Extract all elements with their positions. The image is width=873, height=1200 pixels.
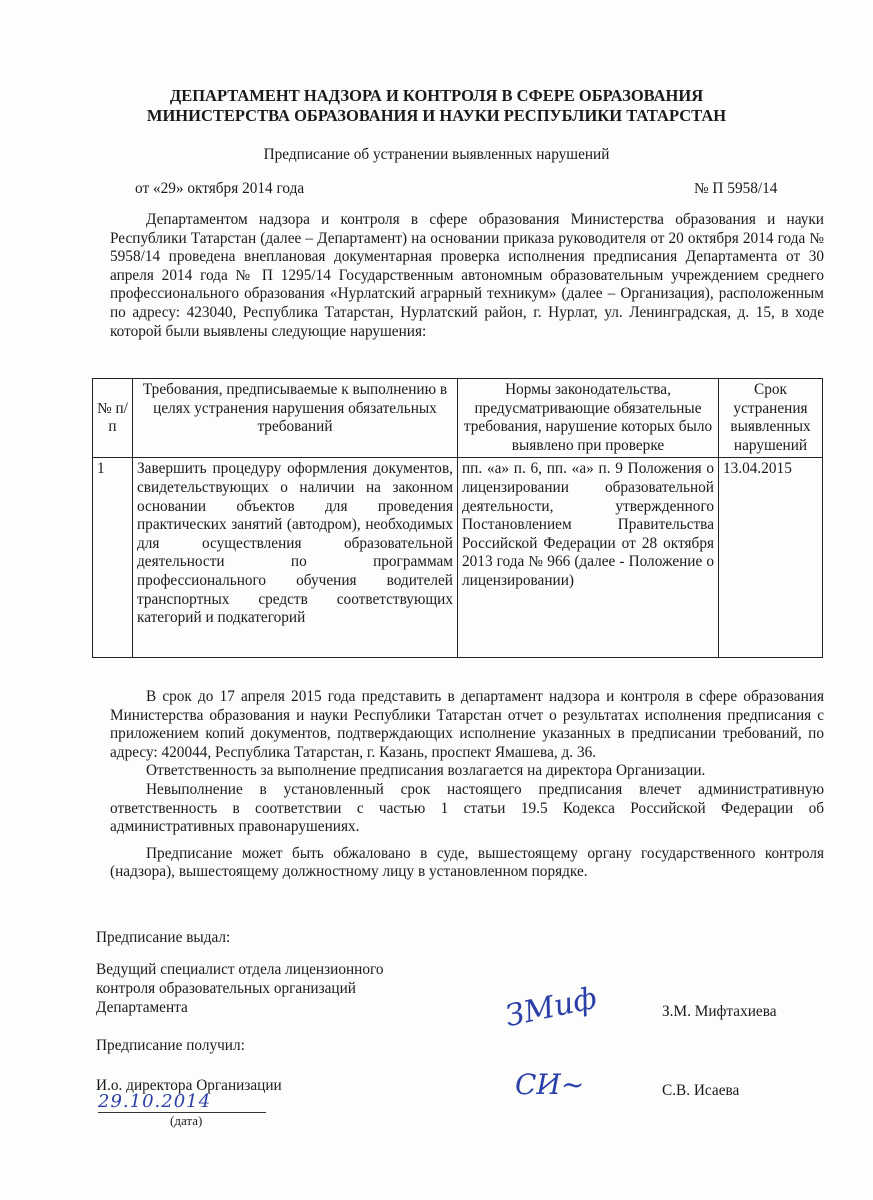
- receiver-name: С.В. Исаева: [662, 1082, 740, 1099]
- issuer-position: [96, 960, 384, 1017]
- issuer-name: З.М. Мифтахиева: [662, 1003, 777, 1020]
- receiver-signature: СИ~: [515, 1068, 585, 1101]
- header-num: № п/п: [93, 379, 133, 458]
- received-label: Предписание получил:: [96, 1037, 245, 1054]
- row-deadline: 13.04.2015: [719, 458, 823, 658]
- issuer-position-line: контроля образовательных организаций: [96, 980, 356, 997]
- issuer-signature: ЗМиф: [502, 980, 600, 1035]
- receiver-position: И.о. директора Организации: [96, 1077, 282, 1094]
- document-number: № П 5958/14: [694, 180, 778, 197]
- header-requirement: Требования, предписываемые к выполнению в целях устранения нарушения обязательных требований: [133, 379, 458, 458]
- liability-paragraph: Невыполнение в установленный срок настоящего предписания влечет административную ответственность в соответствии с частью 1 статьи 19.5 Кодекса Российской Федерации об административных правонарушениях.: [110, 780, 824, 836]
- issuer-position-line: Департамента: [96, 999, 188, 1016]
- issued-label: Предписание выдал:: [96, 929, 231, 946]
- row-num: 1: [93, 458, 133, 658]
- appeal-paragraph: Предписание может быть обжаловано в суде, вышестоящему органу государственного контроля (надзора), вышестоящему должностному лицу в установленном порядке.: [110, 844, 824, 881]
- closing-paragraphs: [110, 688, 824, 882]
- table-header-row: [93, 379, 823, 458]
- row-norms: пп. «а» п. 6, пп. «а» п. 9 Положения о лицензировании образовательной деятельности, утвержденного Постановлением Правительства Российской Федерации от 28 октября 2013 года № 966 (далее - Положение о лицензировании): [458, 458, 719, 658]
- receiver-date: 29.10.2014: [98, 1091, 266, 1113]
- intro-paragraph: Департаментом надзора и контроля в сфере образования Министерства образования и науки Республики Татарстан (далее – Департамент) на основании приказа руководителя от 20 октября 2014 года № 5958/14 проведена внеплановая документарная проверка исполнения предписания Департамента от 30 апреля 2014 года № П 1295/14 Государственным автономным образовательным учреждением среднего профессионального образования «Нурлатский аграрный техникум» (далее – Организация), расположенным по адресу: 423040, Республика Татарстан, Нурлатский район, г. Нурлат, ул. Ленинградская, д. 15, в ходе которой были выявлены следующие нарушения:: [110, 211, 824, 340]
- document-date: от «29» октября 2014 года: [135, 180, 305, 197]
- header-line-2: МИНИСТЕРСТВА ОБРАЗОВАНИЯ И НАУКИ РЕСПУБЛИКИ ТАТАРСТАН: [146, 106, 727, 125]
- row-requirement: Завершить процедуру оформления документов, свидетельствующих о наличии на законном основании объектов для проведения практических занятий (автодром), необходимых для осуществления образовательной деятельности по программам профессионального обучения водителей транспортных средств соответствующих категорий и подкатегорий: [133, 458, 458, 658]
- report-paragraph: В срок до 17 апреля 2015 года представить в департамент надзора и контроля в сфере образования Министерства образования и науки Республики Татарстан отчет о результатах исполнения предписания с приложением копий документов, подтверждающих исполнение указанных в предписании требований, по адресу: 420044, Республика Татарстан, г. Казань, проспект Ямашева, д. 36.: [110, 688, 824, 761]
- document-type: Предписание об устранении выявленных нарушений: [263, 146, 610, 163]
- date-caption: (дата): [170, 1113, 203, 1128]
- issuer-position-line: Ведущий специалист отдела лицензионного: [96, 961, 384, 978]
- header-deadline: Срок устранения выявленных нарушений: [719, 379, 823, 458]
- violations-table: [92, 378, 823, 658]
- header-norms: Нормы законодательства, предусматривающие обязательные требования, нарушение которых было выявлено при проверке: [458, 379, 719, 458]
- header-line-1: ДЕПАРТАМЕНТ НАДЗОРА И КОНТРОЛЯ В СФЕРЕ ОБРАЗОВАНИЯ: [169, 86, 704, 105]
- responsibility-paragraph: Ответственность за выполнение предписания возлагается на директора Организации.: [146, 762, 706, 780]
- table-row: [93, 458, 823, 658]
